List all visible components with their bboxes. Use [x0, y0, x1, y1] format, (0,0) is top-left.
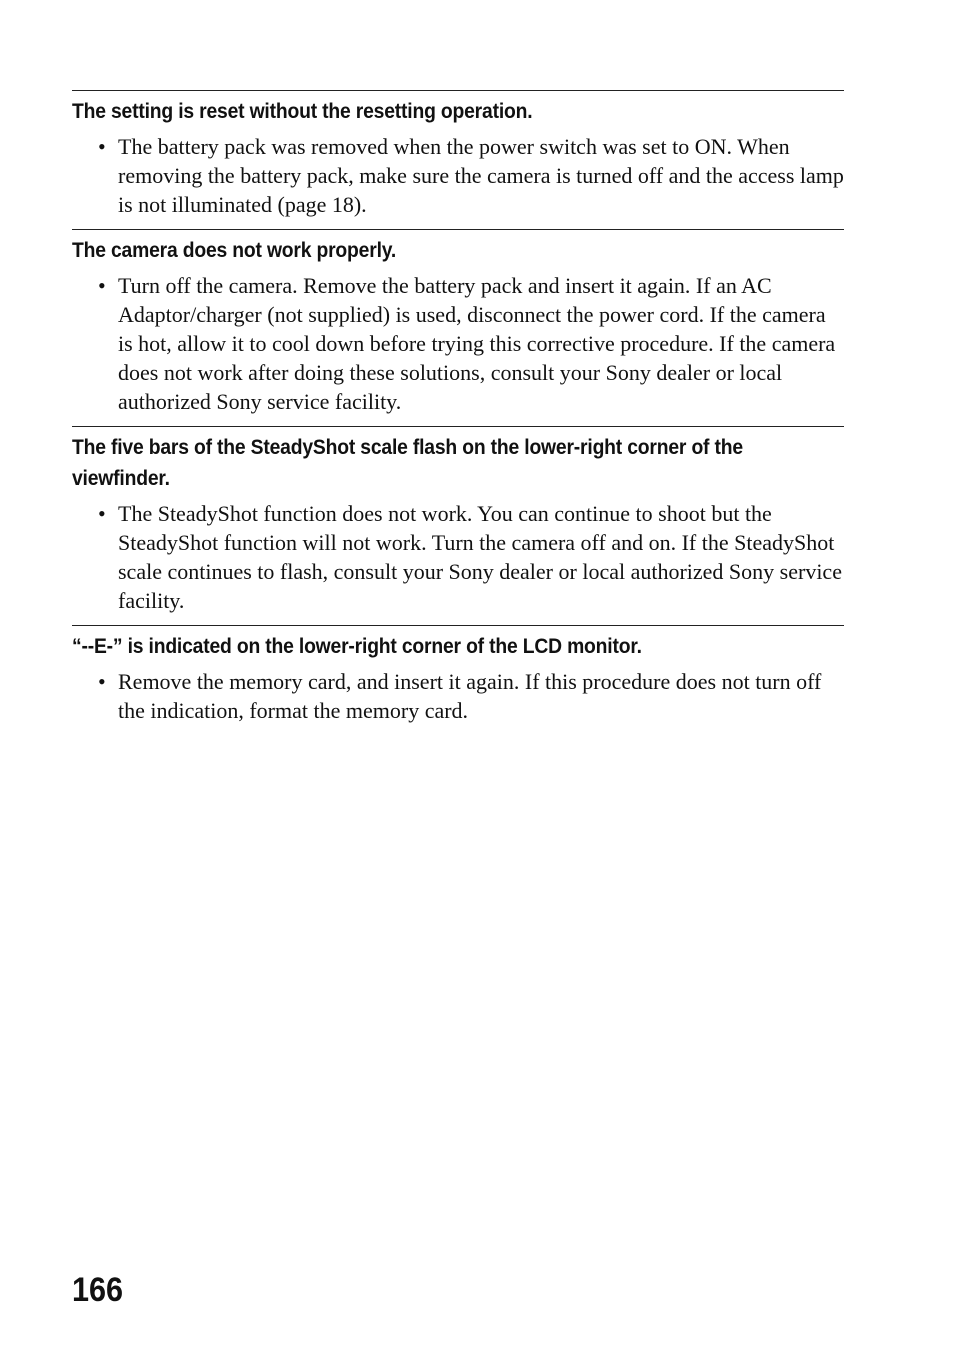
- bullet-item: [72, 499, 844, 615]
- section-steadyshot-flash: [72, 426, 844, 615]
- bullet-dot-icon: •: [98, 501, 106, 526]
- bullet-text: Remove the memory card, and insert it again. If this procedure does not turn off the indication, format the memory card.: [118, 669, 822, 723]
- section-setting-reset: [72, 90, 844, 219]
- section-e-indicator: [72, 625, 844, 725]
- bullet-dot-icon: •: [98, 273, 106, 298]
- section-camera-not-working: [72, 229, 844, 416]
- bullet-text: Turn off the camera. Remove the battery pack and insert it again. If an AC Adaptor/charger (not supplied) is used, disconnect the power cord. If the camera is hot, allow it to cool down before trying this corrective procedure. If the camera does not work after doing these solutions, consult your Sony dealer or local authorized Sony service facility.: [118, 273, 836, 414]
- bullet-item: [72, 132, 844, 219]
- section-heading: The five bars of the SteadyShot scale flash on the lower-right corner of the viewfinder.: [72, 436, 743, 490]
- bullet-item: [72, 667, 844, 725]
- troubleshooting-content: [72, 90, 844, 735]
- bullet-item: [72, 271, 844, 416]
- bullet-dot-icon: •: [98, 669, 106, 694]
- page-number: 166: [72, 1271, 124, 1309]
- bullet-dot-icon: •: [98, 134, 106, 159]
- bullet-text: The battery pack was removed when the power switch was set to ON. When removing the battery pack, make sure the camera is turned off and the access lamp is not illuminated (page 18).: [118, 134, 844, 217]
- section-heading: “--E-” is indicated on the lower-right corner of the LCD monitor.: [72, 635, 642, 658]
- section-heading: The camera does not work properly.: [72, 239, 397, 262]
- section-heading: The setting is reset without the resetting operation.: [72, 100, 533, 123]
- bullet-text: The SteadyShot function does not work. You can continue to shoot but the SteadyShot function will not work. Turn the camera off and on. If the SteadyShot scale continues to flash, consult your Sony dealer or local authorized Sony service facility.: [118, 501, 842, 613]
